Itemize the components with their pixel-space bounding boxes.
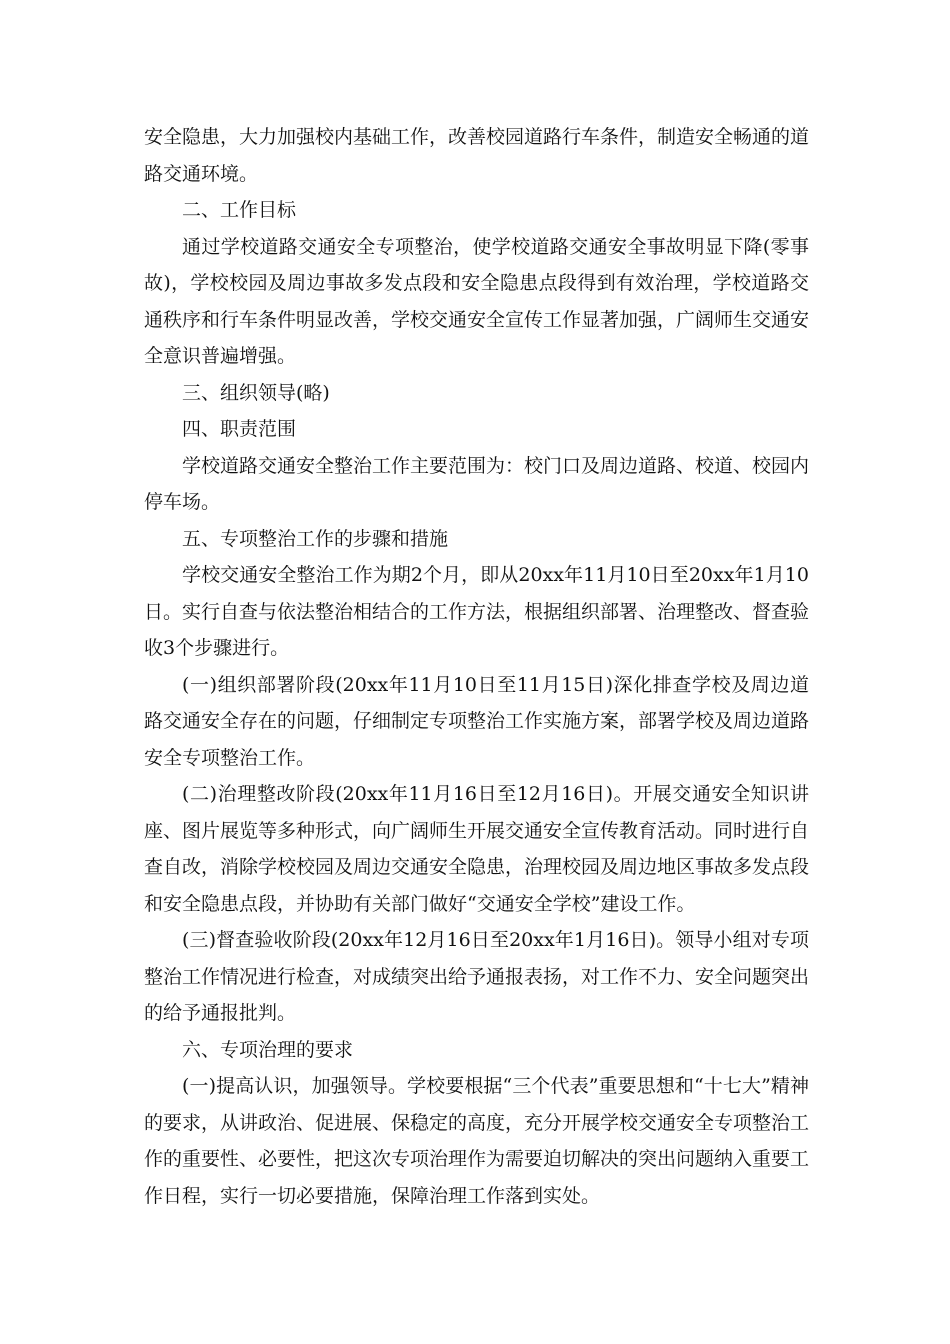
heading-work-goals: 二、工作目标 (182, 199, 297, 221)
document-body (144, 119, 809, 1214)
heading-steps-and-measures: 五、专项整治工作的步骤和措施 (182, 527, 449, 550)
heading-scope-of-duties: 四、职责范围 (182, 418, 297, 440)
paragraph-requirement-awareness: (一)提高认识，加强领导。学校要根据“三个代表”重要思想和“十七大”精神的要求，从讲政治、促进展、保稳定的高度，充分开展学校交通安全专项整治工作的重要性、必要性，把这次专项治理作为需要迫切解决的突出问题纳入重要工作日程，实行一切必要措施，保障治理工作落到实处。 (144, 1075, 810, 1207)
paragraph-steps-overview: 学校交通安全整治工作为期2个月，即从20xx年11月10日至20xx年1月10日。实行自查与依法整治相结合的工作方法，根据组织部署、治理整改、督查验收3个步骤进行。 (144, 564, 810, 659)
paragraph-stage-rectify: (二)治理整改阶段(20xx年11月16日至12月16日)。开展交通安全知识讲座、图片展览等多种形式，向广阔师生开展交通安全宣传教育活动。同时进行自查自改，消除学校校园及周边交通安全隐患，治理校园及周边地区事故多发点段和安全隐患点段，并协助有关部门做好“交通安全学校”建设工作。 (144, 783, 810, 915)
heading-organization-leadership: 三、组织领导(略) (182, 381, 330, 404)
heading-special-requirements: 六、专项治理的要求 (182, 1038, 354, 1061)
paragraph-stage-organize: (一)组织部署阶段(20xx年11月10日至11月15日)深化排查学校及周边道路交通安全存在的问题，仔细制定专项整治工作实施方案，部署学校及周边道路安全专项整治工作。 (144, 673, 810, 769)
paragraph-scope-of-duties: 学校道路交通安全整治工作主要范围为：校门口及周边道路、校道、校园内停车场。 (144, 454, 810, 513)
paragraph-intro-continuation: 安全隐患，大力加强校内基础工作，改善校园道路行车条件，制造安全畅通的道路交通环境。 (144, 126, 810, 185)
paragraph-work-goals: 通过学校道路交通安全专项整治，使学校道路交通安全事故明显下降(零事故)，学校校园及周边事故多发点段和安全隐患点段得到有效治理，学校道路交通秩序和行车条件明显改善，学校交通安全宣传工作显著加强，广阔师生交通安全意识普遍增强。 (144, 235, 810, 367)
paragraph-stage-inspect: (三)督查验收阶段(20xx年12月16日至20xx年1月16日)。领导小组对专项整治工作情况进行检查，对成绩突出给予通报表扬，对工作不力、安全问题突出的给予通报批判。 (144, 929, 810, 1024)
